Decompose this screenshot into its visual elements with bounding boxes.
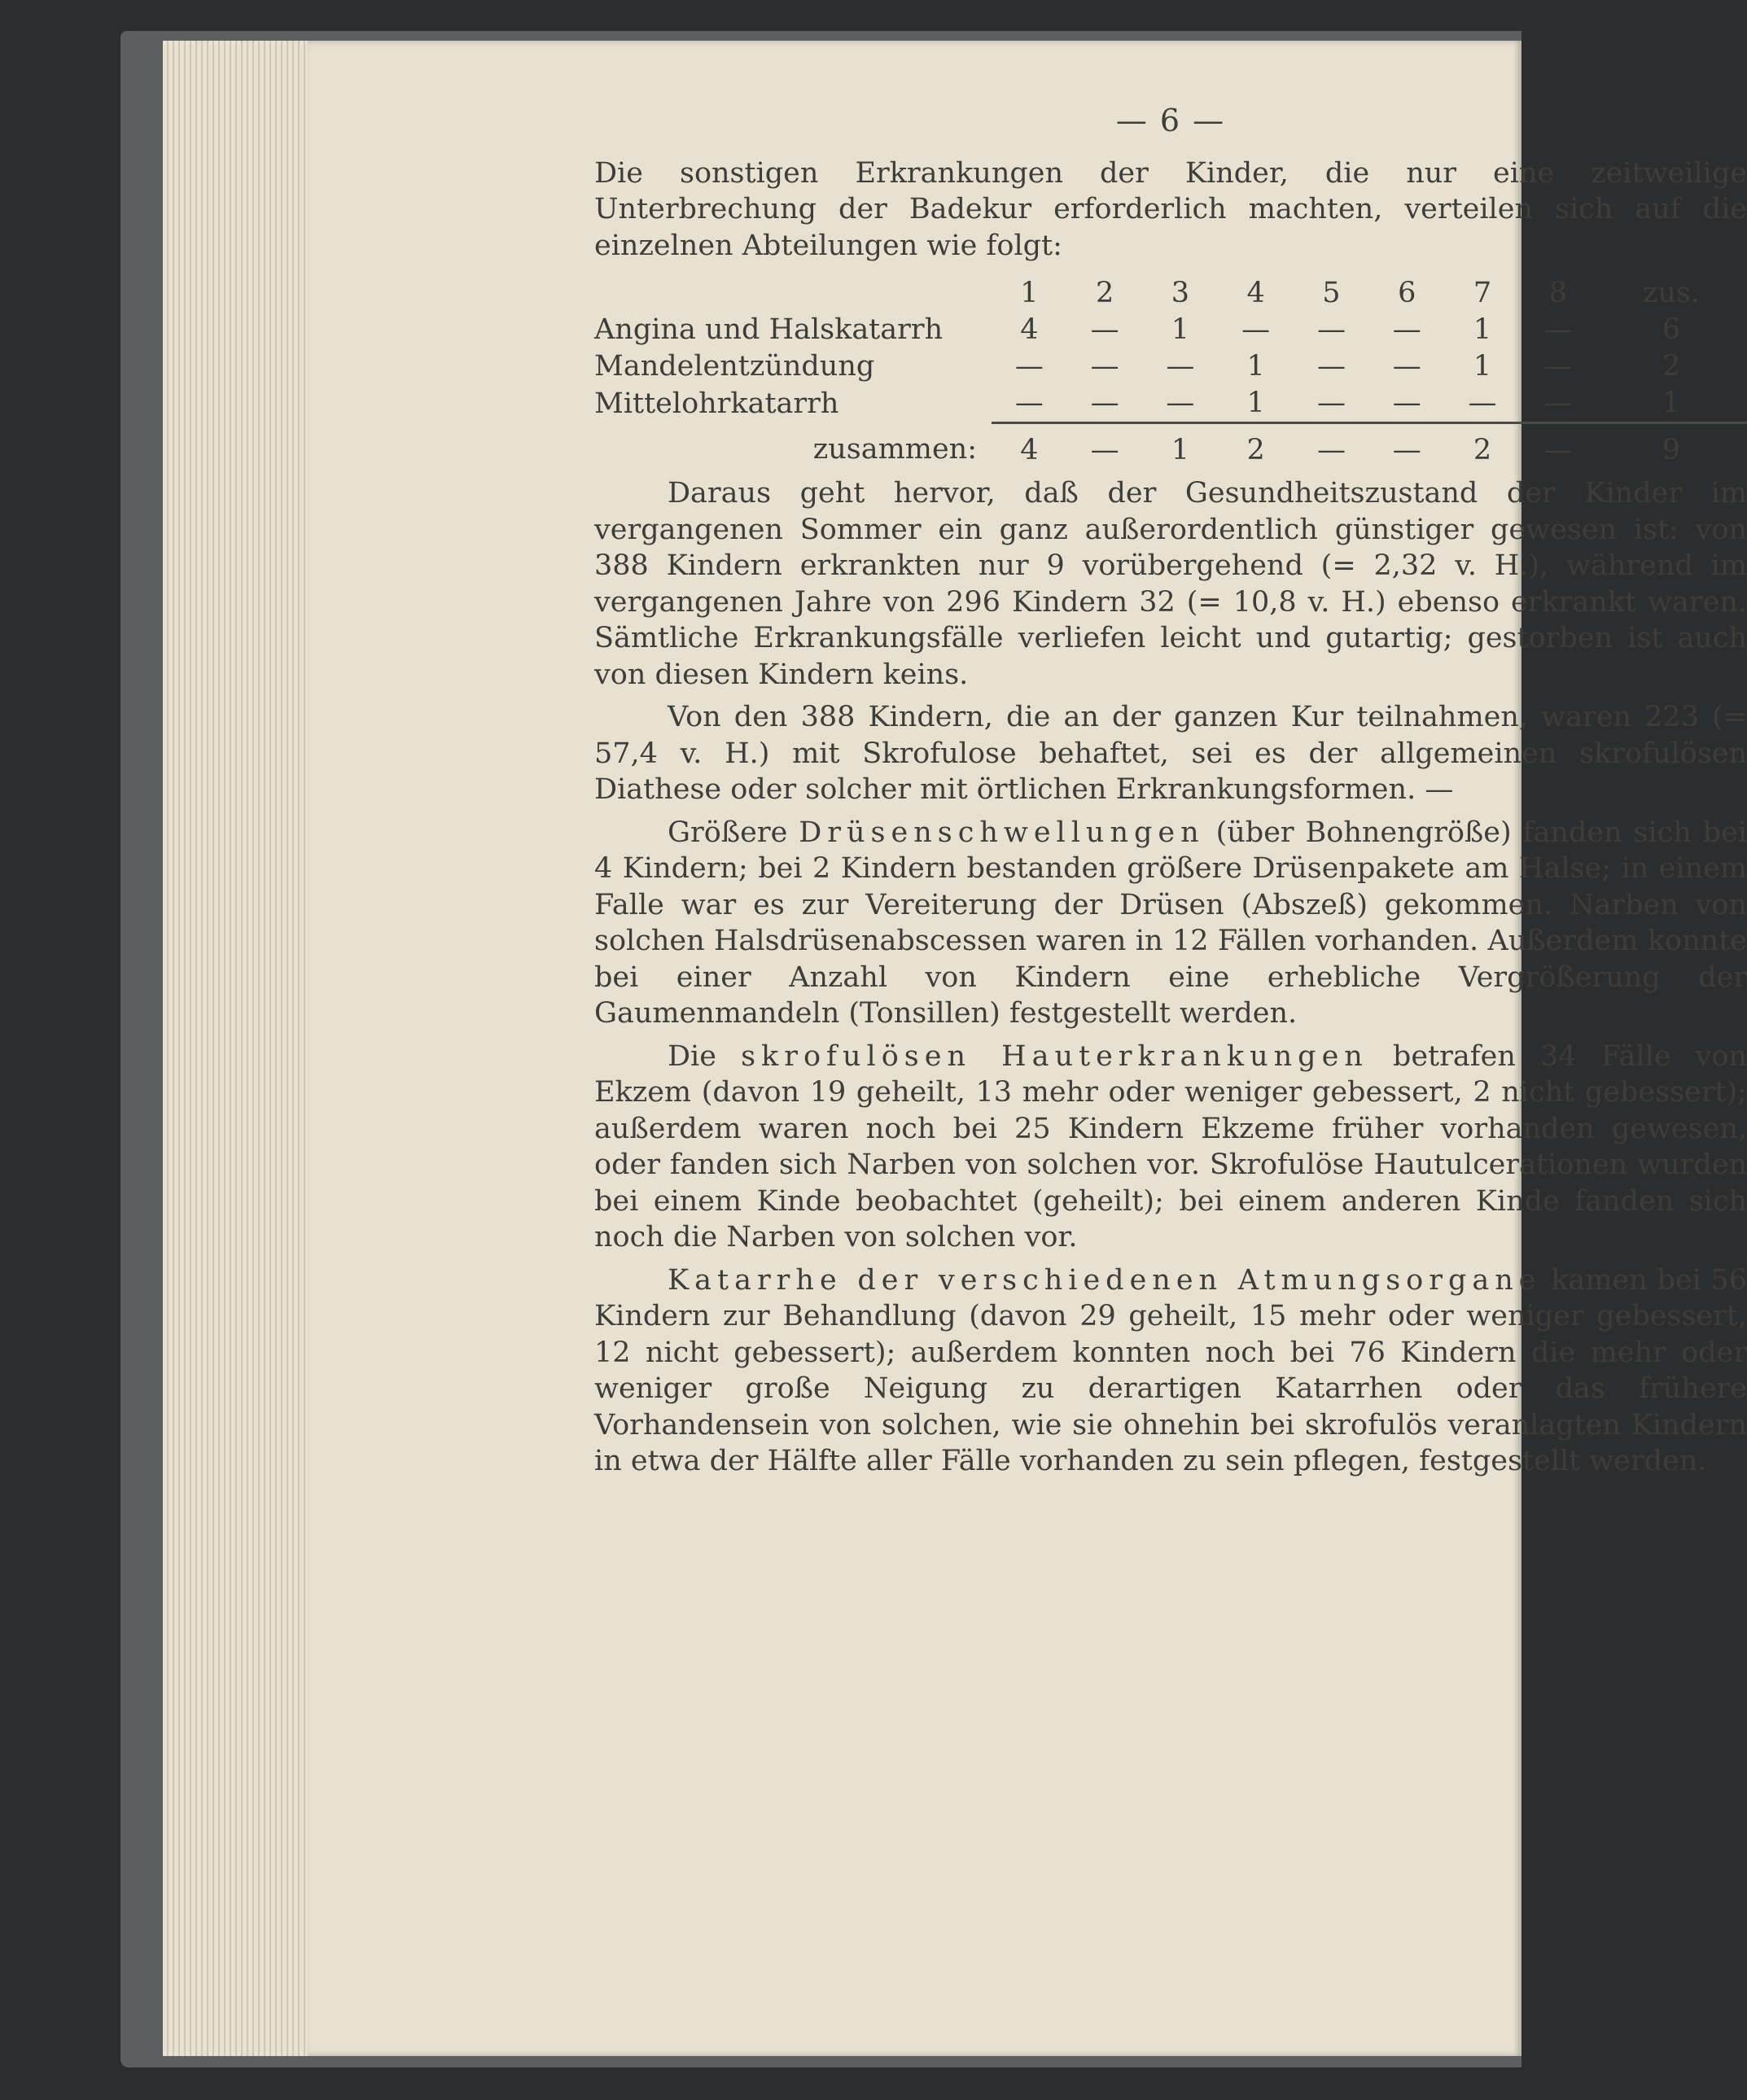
- table-cell: 9: [1596, 423, 1747, 470]
- table-cell: zus.: [1643, 277, 1701, 309]
- table-cell: 1: [1171, 313, 1190, 346]
- row-label: [594, 275, 992, 312]
- intro-paragraph: Die sonstigen Erkrankungen der Kinder, die nur eine zeitweilige Unterbrechung der Badekur erforderlich machten, verteilen sich auf die einzelnen Abteilungen wie folgt:: [594, 156, 1747, 262]
- paragraph-skin-pre: Die: [668, 1039, 742, 1073]
- table-cell: 6: [1662, 313, 1681, 346]
- table-cell: —: [1014, 387, 1044, 419]
- table-cell: 4: [1246, 277, 1265, 309]
- term-glands: Drüsenschwellungen: [799, 816, 1205, 849]
- page-content: [594, 103, 1747, 1480]
- table-cell: 7: [1473, 277, 1492, 309]
- row-label: Angina und Halskatarrh: [594, 313, 944, 346]
- table-cell: —: [1166, 350, 1195, 383]
- table-cell: 2: [1662, 350, 1681, 383]
- table-cell: —: [1543, 313, 1573, 346]
- paragraph-skin: [594, 1039, 1747, 1256]
- table-cell: —: [1520, 423, 1596, 470]
- table-cell: 2: [1445, 423, 1521, 470]
- table-cell: —: [1090, 313, 1119, 346]
- table-cell: —: [1468, 387, 1497, 419]
- table-cell: 1: [1473, 313, 1492, 346]
- table-cell: —: [1392, 350, 1421, 383]
- table-cell: —: [1392, 387, 1421, 419]
- paragraph-skin-post: betrafen 34 Fälle von Ekzem (davon 19 geheilt, 13 mehr oder weniger gebessert, 2 nicht gebessert); außerdem waren noch bei 25 Kindern Ekzeme früher vorhanden gewesen, oder fanden sich Narben von solchen vor. Skrofulöse Hautulcerationen wurden bei einem Kinde beobachtet (geheilt); bei einem anderen Kinde fanden sich noch die Narben von solchen vor.: [594, 1039, 1747, 1253]
- table-row: [594, 348, 1747, 385]
- ailments-table: [594, 275, 1747, 469]
- table-cell: 3: [1171, 277, 1190, 309]
- table-cell: 5: [1322, 277, 1341, 309]
- table-row: [594, 385, 1747, 423]
- row-label: zusammen:: [812, 433, 977, 466]
- table-cell: 1: [1143, 423, 1219, 470]
- table-cell: —: [1067, 423, 1143, 470]
- table-cell: —: [1166, 387, 1195, 419]
- table-header-row: [594, 275, 1747, 312]
- paragraph-glands: [594, 815, 1747, 1032]
- table-cell: —: [1369, 423, 1445, 470]
- table-cell: 1: [1662, 387, 1681, 419]
- table-cell: —: [1316, 387, 1346, 419]
- table-cell: 2: [1218, 423, 1294, 470]
- table-cell: 4: [992, 423, 1067, 470]
- page-number: — 6 —: [1115, 103, 1226, 138]
- paragraph-health: Daraus geht hervor, daß der Gesundheitszustand der Kinder im vergangenen Sommer ein ganz außerordentlich günstiger gewesen ist: von 388 Kindern erkrankten nur 9 vorübergehend (= 2,32 v. H.), während im vergangenen Jahre von 296 Kindern 32 (= 10,8 v. H.) ebenso erkrankt waren. Sämtliche Erkrankungsfälle verliefen leicht und gutartig; gestorben ist auch von diesen Kindern keins.: [594, 477, 1747, 691]
- table-cell: —: [1392, 313, 1421, 346]
- table-cell: —: [1241, 313, 1271, 346]
- table-cell: —: [1294, 423, 1369, 470]
- row-label: Mittelohrkatarrh: [594, 387, 839, 420]
- table-cell: 1: [1246, 350, 1265, 383]
- table-cell: 2: [1096, 277, 1114, 309]
- book-page: [308, 41, 1747, 2056]
- term-skin: skrofulösen Hauterkrankungen: [741, 1039, 1368, 1073]
- paragraph-scrofula: Von den 388 Kindern, die an der ganzen Kur teilnahmen, waren 223 (= 57,4 v. H.) mit Skrofulose behaftet, sei es der allgemeinen skrofulösen Diathese oder solcher mit örtlichen Erkrankungsformen. —: [594, 701, 1747, 806]
- table-cell: 1: [1246, 387, 1265, 419]
- paragraph-respiratory: [594, 1262, 1747, 1480]
- table-cell: 6: [1398, 277, 1416, 309]
- table-cell: —: [1543, 350, 1573, 383]
- row-label: Mandelentzündung: [594, 350, 875, 383]
- table-cell: —: [1543, 387, 1573, 419]
- table-cell: —: [1316, 350, 1346, 383]
- table-cell: 8: [1548, 277, 1567, 309]
- term-respiratory: Katarrhe der verschiedenen Atmungsorgane: [668, 1263, 1542, 1297]
- table-cell: —: [1090, 350, 1119, 383]
- table-cell: 1: [1473, 350, 1492, 383]
- table-cell: —: [1014, 350, 1044, 383]
- paragraph-glands-pre: Größere: [668, 816, 799, 849]
- table-cell: —: [1316, 313, 1346, 346]
- table-row: [594, 312, 1747, 348]
- table-cell: —: [1090, 387, 1119, 419]
- table-total-row: [594, 423, 1747, 470]
- paragraph-glands-post: (über Bohnengröße) fanden sich bei 4 Kindern; bei 2 Kindern bestanden größere Drüsenpakete am Halse; in einem Falle war es zur Vereiterung der Drüsen (Abszeß) gekommen. Narben von solchen Halsdrüsenabscessen waren in 12 Fällen vorhanden. Außerdem konnte bei einer Anzahl von Kindern eine erhebliche Vergrößerung der Gaumenmandeln (Tonsillen) festgestellt werden.: [594, 816, 1747, 1030]
- paragraph-respiratory-post: kamen bei 56 Kindern zur Behandlung (davon 29 geheilt, 15 mehr oder weniger gebessert, 12 nicht gebessert); außerdem konnten noch bei 76 Kindern die mehr oder weniger große Neigung zu derartigen Katarrhen oder das frühere Vorhandensein von solchen, wie sie ohnehin bei skrofulös veranlagten Kindern in etwa der Hälfte aller Fälle vorhanden zu sein pflegen, festgestellt werden.: [594, 1263, 1747, 1477]
- table-cell: 4: [1020, 313, 1039, 346]
- table-cell: 1: [1020, 277, 1039, 309]
